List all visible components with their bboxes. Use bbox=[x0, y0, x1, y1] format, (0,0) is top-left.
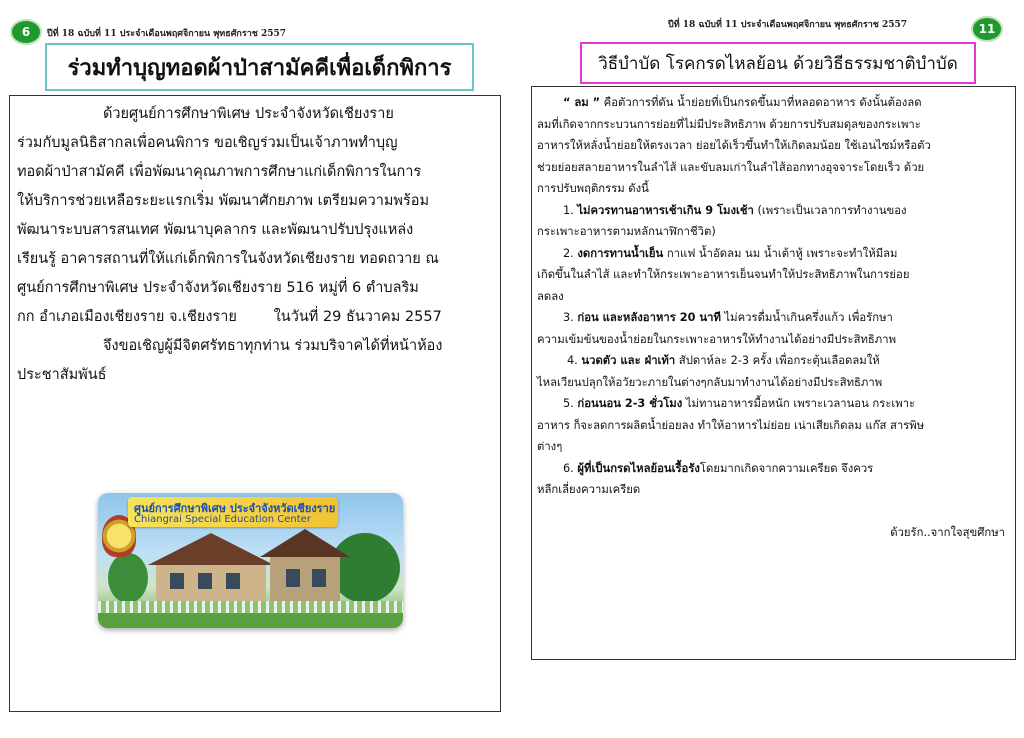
item-number: 1. bbox=[563, 203, 574, 217]
item-text: สัปดาห์ละ 2-3 ครั้ง เพื่อกระตุ้นเลือดลมให้ bbox=[675, 354, 880, 367]
signature: ด้วยรัก..จากใจสุขศึกษา bbox=[890, 525, 1005, 539]
list-item-cont: กระเพาะอาหารตามหลักนาฬิกาชีวิต) bbox=[537, 225, 716, 238]
body-line: พัฒนาระบบสารสนเทศ พัฒนาบุคลากร และพัฒนาปรับปรุงแหล่ง bbox=[17, 222, 414, 238]
list-item bbox=[537, 307, 1009, 329]
list-item-cont: ความเข้มข้นของน้ำย่อยในกระเพาะอาหารให้ทำงานได้อย่างมีประสิทธิภาพ bbox=[537, 332, 897, 346]
item-heading: ไม่ควรทานอาหารเช้าเกิน 9 โมงเช้า bbox=[577, 203, 754, 217]
window bbox=[170, 573, 184, 589]
item-text: โดยมากเกิดจากความเครียด จึงควร bbox=[699, 461, 874, 475]
item-heading: งดการทานน้ำเย็น bbox=[577, 246, 664, 260]
body-line: ศูนย์การศึกษาพิเศษ ประจำจังหวัดเชียงราย 516 หมู่ที่ 6 ตำบลริม bbox=[17, 280, 419, 296]
issue-line-left: ปีที่ 18 ฉบับที่ 11 ประจำเดือนพฤศจิกายน พุทธศักราช 2557 bbox=[47, 29, 287, 39]
item-heading: ผู้ที่เป็นกรดไหลย้อนเรื้อรัง bbox=[577, 461, 700, 475]
item-number: 6. bbox=[563, 461, 574, 475]
body-line: ด้วยศูนย์การศึกษาพิเศษ ประจำจังหวัดเชียงราย bbox=[103, 106, 394, 122]
body-line: ให้บริการช่วยเหลือระยะแรกเริ่ม พัฒนาศักยภาพ เตรียมความพร้อม bbox=[17, 193, 430, 209]
article-body-right bbox=[537, 92, 1009, 543]
item-text: ไม่ควรดื่มน้ำเกินครึ่งแก้ว เพื่อรักษา bbox=[720, 311, 893, 324]
item-heading: ก่อน และหลังอาหาร 20 นาที bbox=[577, 311, 721, 324]
banner-english-text: Chiangrai Special Education Center bbox=[134, 514, 311, 525]
intro-line: ช่วยย่อยสลายอาหารในลำไส้ และขับลมเก่าในลำไส้ออกทางอุจจาระโดยเร็ว ด้วย bbox=[537, 160, 925, 174]
item-text: ไม่ทานอาหารมื้อหนัก เพราะเวลานอน กระเพาะ bbox=[682, 397, 916, 410]
roof bbox=[148, 533, 274, 565]
list-item-cont: หลีกเลี่ยงความเครียด bbox=[537, 483, 641, 496]
page-number-left: 6 bbox=[21, 25, 31, 39]
intro-line bbox=[537, 92, 1009, 114]
article-body-left bbox=[17, 100, 492, 390]
list-item bbox=[537, 243, 1009, 265]
school-photo bbox=[98, 493, 403, 628]
body-line: ร่วมกับมูลนิธิสากลเพื่อคนพิการ ขอเชิญร่วมเป็นเจ้าภาพทำบุญ bbox=[17, 135, 398, 151]
article-title-left-text: ร่วมทำบุญทอดผ้าป่าสามัคคีเพื่อเด็กพิการ bbox=[67, 55, 452, 81]
page-number-badge-left bbox=[12, 21, 40, 43]
tree bbox=[108, 553, 148, 603]
building bbox=[270, 555, 340, 605]
list-item-cont: ไหลเวียนปลุกให้อวัยวะภายในต่างๆกลับมาทำงานได้อย่างมีประสิทธิภาพ bbox=[537, 375, 883, 389]
item-text: (เพราะเป็นเวลาการทำงานของ bbox=[753, 203, 907, 217]
item-text: กาแฟ น้ำอัดลม นม น้ำเต้าหู้ เพราะจะทำให้มีลม bbox=[663, 246, 898, 260]
item-heading: นวดตัว และ ฝ่าเท้า bbox=[581, 354, 676, 367]
list-item-cont: ลดลง bbox=[537, 289, 564, 303]
window bbox=[312, 569, 326, 587]
article-title-right bbox=[580, 42, 976, 84]
list-item bbox=[537, 393, 1009, 415]
window bbox=[286, 569, 300, 587]
item-number: 2. bbox=[563, 246, 574, 260]
banner-thai-text: ศูนย์การศึกษาพิเศษ ประจำจังหวัดเชียงราย bbox=[134, 502, 336, 515]
body-line: จึงขอเชิญผู้มีจิตศรัทธาทุกท่าน ร่วมบริจาคได้ที่หน้าห้อง bbox=[103, 338, 443, 354]
lawn bbox=[98, 613, 403, 628]
list-item-cont: อาหาร ก็จะลดการผลิตน้ำย่อยลง ทำให้อาหารไม่ย่อย เน่าเสียเกิดลม แก๊ส สารพิษ bbox=[537, 418, 925, 432]
item-number: 4. bbox=[567, 354, 578, 367]
intro-line: อาหารให้หลั่งน้ำย่อยให้ตรงเวลา ย่อยได้เร็วขึ้นทำให้เกิดลมน้อย ใช้เอนไซม์หรือตัว bbox=[537, 139, 931, 152]
article-title-left bbox=[45, 43, 474, 91]
article-title-right-text: วิธีบำบัด โรคกรดไหลย้อน ด้วยวิธีธรรมชาติบำบัด bbox=[598, 53, 958, 74]
page-number-badge-right bbox=[973, 18, 1001, 40]
item-number: 3. bbox=[563, 311, 574, 324]
list-item bbox=[537, 458, 1009, 480]
page-number-right: 11 bbox=[978, 22, 996, 36]
intro-line: การปรับพฤติกรรม ดังนี้ bbox=[537, 182, 649, 195]
body-line: ทอดผ้าป่าสามัคคี เพื่อพัฒนาคุณภาพการศึกษาแก่เด็กพิการในการ bbox=[17, 164, 422, 180]
list-item bbox=[537, 200, 1009, 222]
window bbox=[198, 573, 212, 589]
roof bbox=[260, 529, 350, 557]
list-item-cont: ต่างๆ bbox=[537, 440, 563, 453]
body-line: ประชาสัมพันธ์ bbox=[17, 367, 107, 383]
list-item-cont: เกิดขึ้นในลำไส้ และทำให้กระเพาะอาหารเย็นจนทำให้ประสิทธิภาพในการย่อย bbox=[537, 268, 910, 281]
item-heading: ก่อนนอน 2-3 ชั่วโมง bbox=[577, 397, 683, 410]
issue-line-right: ปีที่ 18 ฉบับที่ 11 ประจำเดือนพฤศจิกายน พุทธศักราช 2557 bbox=[668, 20, 908, 30]
window bbox=[226, 573, 240, 589]
intro-line: ลมที่เกิดจากกระบวนการย่อยที่ไม่มีประสิทธิภาพ ด้วยการปรับสมดุลของกระเพาะ bbox=[537, 117, 921, 131]
body-line: กก อำเภอเมืองเชียงราย จ.เชียงราย ในวันที่ 29 ธันวาคม 2557 bbox=[17, 309, 442, 325]
list-item bbox=[537, 350, 1009, 372]
body-line: เรียนรู้ อาคารสถานที่ให้แก่เด็กพิการในจังหวัดเชียงราย ทอดถวาย ณ bbox=[17, 251, 439, 267]
intro-rest: คือตัวการที่ดัน น้ำย่อยที่เป็นกรดขึ้นมาที่หลอดอาหาร ดังนั้นต้องลด bbox=[600, 96, 922, 109]
intro-term: “ ลม ” bbox=[563, 96, 601, 109]
item-number: 5. bbox=[563, 397, 574, 410]
